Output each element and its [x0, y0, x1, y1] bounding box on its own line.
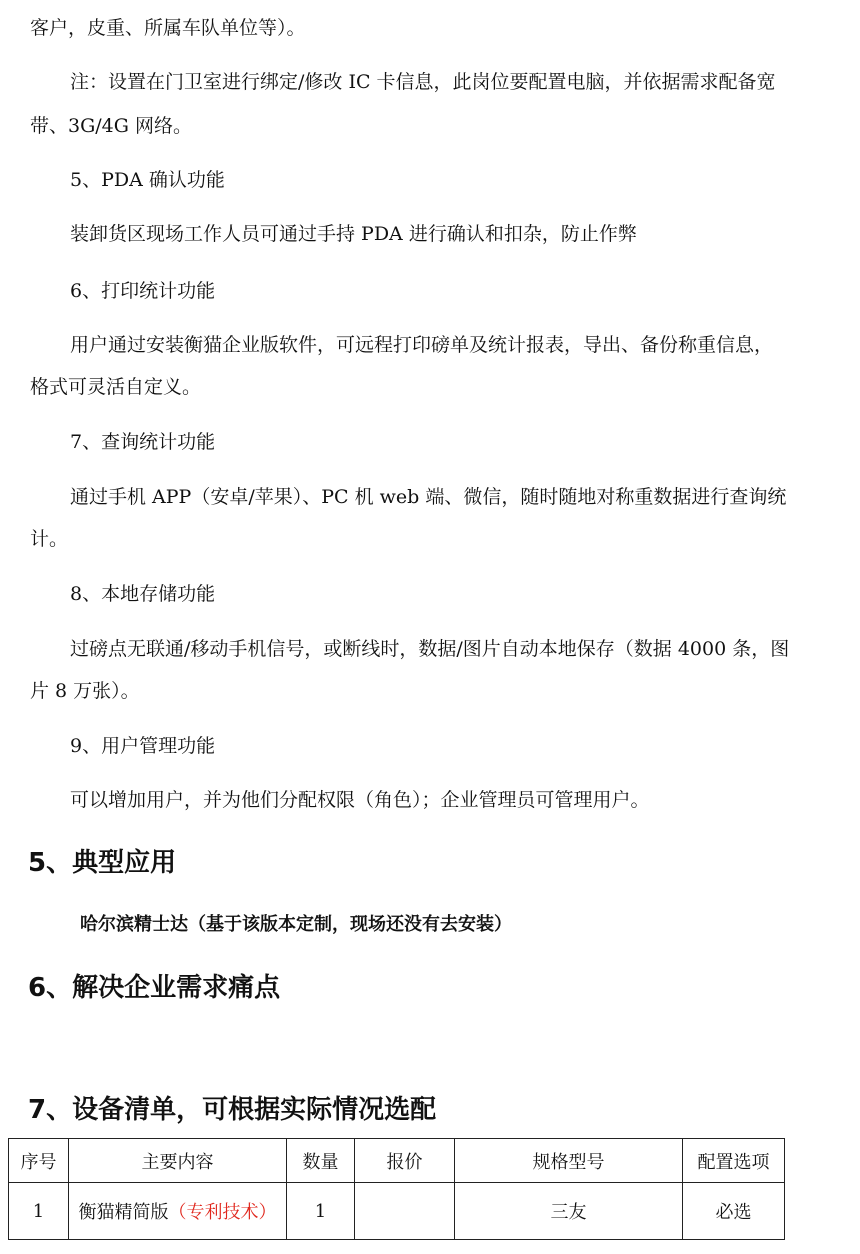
text-line: 装卸货区现场工作人员可通过手持 PDA 进行确认和扣杂，防止作弊	[70, 223, 637, 245]
patent-note: （专利技术）	[168, 1202, 277, 1223]
feature-heading-users: 9、用户管理功能	[70, 735, 216, 757]
feature-heading-storage: 8、本地存储功能	[70, 583, 216, 605]
cell-content	[69, 1183, 287, 1240]
table-row	[9, 1183, 785, 1240]
column-header-model: 规格型号	[455, 1139, 683, 1183]
section-heading-typical-application: 5、典型应用	[28, 848, 177, 878]
feature-heading-query: 7、查询统计功能	[70, 431, 216, 453]
column-header-option: 配置选项	[683, 1139, 785, 1183]
content-name: 衡猫精简版	[78, 1202, 169, 1223]
text-line: 用户通过安装衡猫企业版软件，可远程打印磅单及统计报表，导出、备份称重信息，	[70, 334, 774, 356]
cell-no: 1	[9, 1183, 69, 1240]
cell-qty: 1	[287, 1183, 355, 1240]
typical-application-text: 哈尔滨精士达（基于该版本定制，现场还没有去安装）	[80, 914, 512, 935]
section-heading-equipment-list: 7、设备清单，可根据实际情况选配	[28, 1095, 437, 1125]
text-line: 计。	[30, 528, 69, 550]
text-line: 过磅点无联通/移动手机信号，或断线时，数据/图片自动本地保存（数据 4000 条，图	[70, 638, 790, 660]
cell-price	[355, 1183, 455, 1240]
feature-heading-pda: 5、PDA 确认功能	[70, 169, 225, 191]
column-header-price: 报价	[355, 1139, 455, 1183]
text-line: 片 8 万张）。	[30, 680, 140, 702]
text-line: 客户，皮重、所属车队单位等）。	[30, 17, 306, 39]
cell-model: 三友	[455, 1183, 683, 1240]
text-line: 可以增加用户，并为他们分配权限（角色）；企业管理员可管理用户。	[70, 789, 650, 811]
column-header-no: 序号	[9, 1139, 69, 1183]
text-line: 通过手机 APP（安卓/苹果）、PC 机 web 端、微信，随时随地对称重数据进行查询统	[70, 486, 787, 508]
equipment-table	[8, 1138, 785, 1240]
cell-option: 必选	[683, 1183, 785, 1240]
table-header-row	[9, 1139, 785, 1183]
feature-heading-print: 6、打印统计功能	[70, 280, 216, 302]
text-line: 格式可灵活自定义。	[30, 376, 202, 398]
text-line: 带、3G/4G 网络。	[30, 115, 192, 137]
column-header-qty: 数量	[287, 1139, 355, 1183]
note-paragraph: 注：设置在门卫室进行绑定/修改 IC 卡信息，此岗位要配置电脑，并依据需求配备宽	[70, 71, 776, 93]
column-header-content: 主要内容	[69, 1139, 287, 1183]
section-heading-pain-points: 6、解决企业需求痛点	[28, 973, 281, 1003]
